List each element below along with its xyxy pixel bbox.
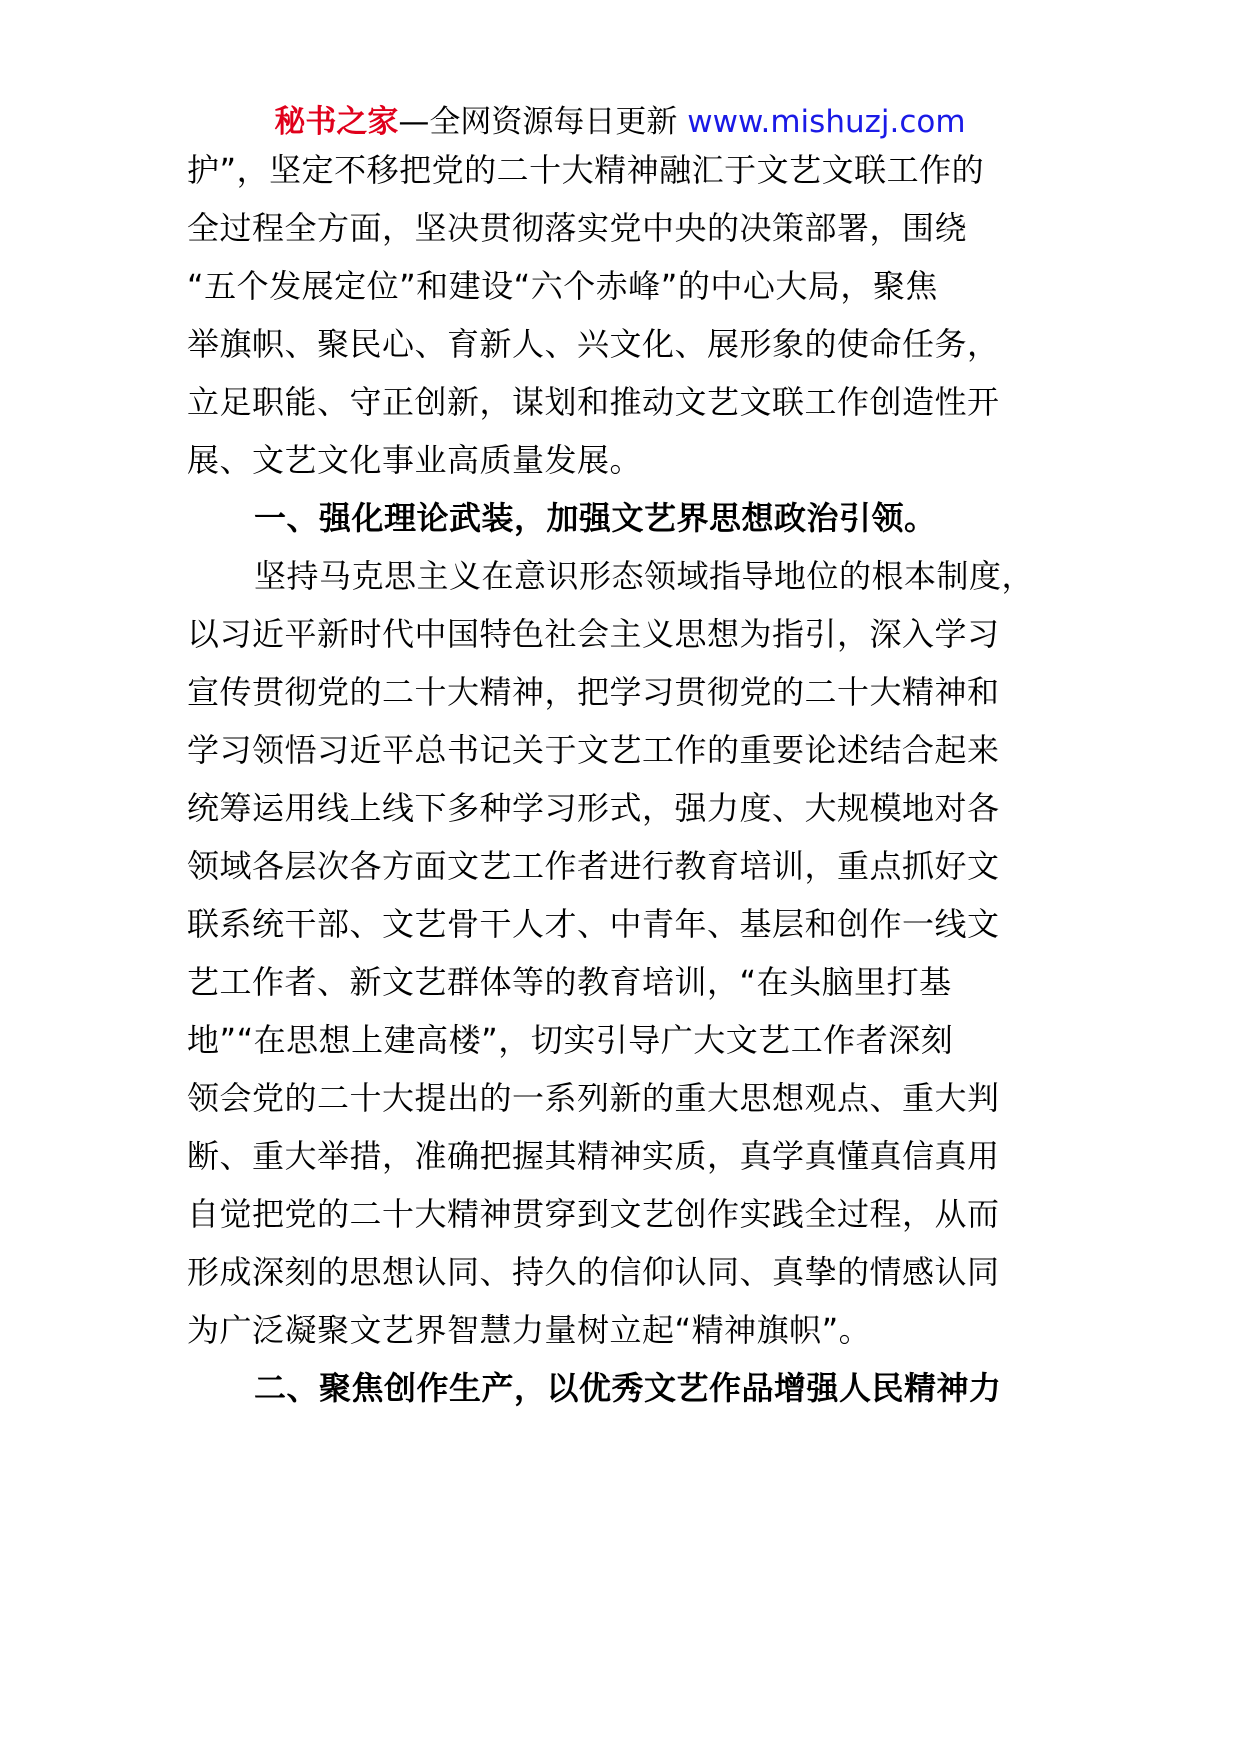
body-line: 学习领悟习近平总书记关于文艺工作的重要论述结合起来 [187,731,1000,769]
body-line: 立足职能、守正创新，谋划和推动文艺文联工作创造性开 [187,383,1000,421]
section-heading: 一、强化理论武装，加强文艺界思想政治引领。 [254,499,937,537]
body-line: 形成深刻的思想认同、持久的信仰认同、真挚的情感认同 [187,1253,1000,1291]
site-url[interactable]: www.mishuzj.com [687,104,966,140]
page-header [0,100,1240,144]
body-line: 以习近平新时代中国特色社会主义思想为指引，深入学习 [187,615,1000,653]
body-line: 坚持马克思主义在意识形态领域指导地位的根本制度， [254,557,1035,595]
body-line: 艺工作者、新文艺群体等的教育培训，“在头脑里打基 [187,963,952,1001]
body-line: 宣传贯彻党的二十大精神，把学习贯彻党的二十大精神和 [187,673,1000,711]
body-line: 地”“在思想上建高楼”，切实引导广大文艺工作者深刻 [187,1021,954,1059]
body-line: 为广泛凝聚文艺界智慧力量树立起“精神旗帜”。 [187,1311,872,1349]
body-line: 举旗帜、聚民心、育新人、兴文化、展形象的使命任务， [187,325,1000,363]
body-line: 领域各层次各方面文艺工作者进行教育培训，重点抓好文 [187,847,1000,885]
body-line: 断、重大举措，准确把握其精神实质，真学真懂真信真用 [187,1137,1000,1175]
body-line: “五个发展定位”和建设“六个赤峰”的中心大局，聚焦 [187,267,938,305]
body-line: 联系统干部、文艺骨干人才、中青年、基层和创作一线文 [187,905,1000,943]
body-line: 自觉把党的二十大精神贯穿到文艺创作实践全过程，从而 [187,1195,1000,1233]
body-line: 展、文艺文化事业高质量发展。 [187,441,643,479]
site-tagline: —全网资源每日更新 [398,104,678,140]
site-brand: 秘书之家 [274,104,399,140]
body-line: 统筹运用线上线下多种学习形式，强力度、大规模地对各 [187,789,1000,827]
section-heading: 二、聚焦创作生产，以优秀文艺作品增强人民精神力 [254,1369,1002,1407]
body-line: 领会党的二十大提出的一系列新的重大思想观点、重大判 [187,1079,1000,1117]
body-line: 护”，坚定不移把党的二十大精神融汇于文艺文联工作的 [187,151,985,189]
body-line: 全过程全方面，坚决贯彻落实党中央的决策部署，围绕 [187,209,968,247]
